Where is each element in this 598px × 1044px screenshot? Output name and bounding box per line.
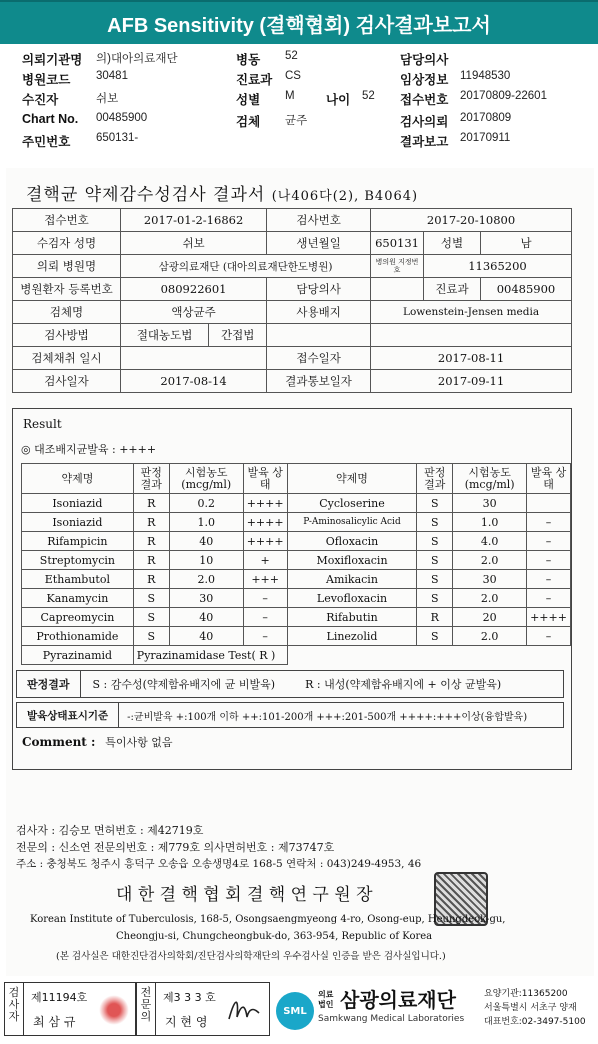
report-title: AFB Sensitivity (결핵협회) 검사결과보고서 — [107, 14, 491, 37]
growth-text: -:균비발육 +:100개 이하 ++:101-200개 +++:201-500개 ++++:+++이상(융합발육) — [127, 711, 528, 723]
right-drug-cell: ++++ — [527, 608, 571, 627]
info-label: 검사방법 — [13, 324, 121, 347]
right-drug-cell: – — [527, 513, 571, 532]
info-value — [267, 324, 371, 347]
right-drug-cell: – — [527, 551, 571, 570]
header-label: 검체 — [236, 115, 261, 129]
info-label: 담당의사 — [267, 278, 371, 301]
control-label: ◎ 대조배지균발육 : — [21, 443, 116, 456]
pyrazinamid-label: Pyrazinamid — [22, 646, 134, 665]
info-value: 11365200 — [424, 255, 572, 278]
left-drug-cell: S — [133, 589, 169, 608]
doctor-name: 지 현 영 — [165, 1015, 208, 1029]
info-value: 2017-09-11 — [371, 370, 572, 393]
info-label: 사용배지 — [267, 301, 371, 324]
right-drug-cell: 2.0 — [453, 627, 527, 646]
header-label: 병원코드 — [22, 73, 71, 87]
left-drug-cell: – — [243, 608, 287, 627]
column-header: 시험농도 (mcg/ml) — [169, 464, 243, 494]
comment — [22, 734, 173, 750]
info-value: 2017-08-11 — [371, 347, 572, 370]
right-drug-cell: – — [527, 589, 571, 608]
info-label: 수검자 성명 — [13, 232, 121, 255]
info-label: 병원환자 등록번호 — [13, 278, 121, 301]
report-title-bar — [0, 0, 598, 44]
control-growth — [21, 441, 156, 457]
info-label: 접수번호 — [13, 209, 121, 232]
tester-no: 제11194호 — [31, 991, 88, 1004]
result-header-row — [22, 464, 571, 494]
right-drug-cell: 30 — [453, 494, 527, 513]
info-value: 남 — [481, 232, 572, 255]
header-label: Chart No. — [22, 112, 79, 126]
right-drug-cell: Ofloxacin — [287, 532, 417, 551]
info-value: 삼광의료재단 (대아의료재단한도병원) — [121, 255, 371, 278]
left-drug-cell: Capreomycin — [22, 608, 134, 627]
right-drug-cell: S — [417, 532, 453, 551]
left-drug-cell: R — [133, 494, 169, 513]
doc-title — [26, 180, 418, 205]
org-en-1: Korean Institute of Tuberculosis, 168-5, Osongsaengmyeong 4-ro, Osong-eup, Heungdeok-gu, — [30, 914, 506, 925]
comment-label: Comment : — [22, 735, 96, 749]
info-label: 결과통보일자 — [267, 370, 371, 393]
right-drug-cell: – — [527, 532, 571, 551]
header-label: 성별 — [236, 93, 261, 107]
info-label: 생년월일 — [267, 232, 371, 255]
left-drug-cell: Prothionamide — [22, 627, 134, 646]
left-drug-cell: Rifampicin — [22, 532, 134, 551]
info-label: 접수일자 — [267, 347, 371, 370]
right-drug-cell: 30 — [453, 570, 527, 589]
right-drug-cell: P-Aminosalicylic Acid — [287, 513, 417, 532]
right-drug-cell: – — [527, 627, 571, 646]
header-label: 나이 — [326, 93, 351, 107]
info-label: 검사일자 — [13, 370, 121, 393]
left-drug-cell: – — [243, 627, 287, 646]
column-header: 발육 상태 — [527, 464, 571, 494]
header-value: 쉬보 — [96, 93, 119, 105]
left-drug-cell: Isoniazid — [22, 513, 134, 532]
header-value: 20170809 — [460, 112, 512, 124]
judge-legend — [16, 670, 564, 698]
footer-phone: 대표번호:02-3497-5100 — [484, 1017, 586, 1027]
result-row — [22, 494, 571, 513]
left-drug-cell: 30 — [169, 589, 243, 608]
result-row — [22, 589, 571, 608]
pyrazinamid-row — [22, 646, 571, 665]
left-drug-cell: R — [133, 532, 169, 551]
right-drug-cell: Moxifloxacin — [287, 551, 417, 570]
info-label: 의뢰 병원명 — [13, 255, 121, 278]
info-value: 쉬보 — [121, 232, 267, 255]
sml-logo: SML — [276, 992, 314, 1030]
doctor-signature-box — [136, 982, 270, 1036]
info-value: 00485900 — [481, 278, 572, 301]
right-drug-cell: Cycloserine — [287, 494, 417, 513]
result-row — [22, 513, 571, 532]
info-label: 진료과 — [424, 278, 481, 301]
right-drug-cell: 4.0 — [453, 532, 527, 551]
info-value: 2017-01-2-16862 — [121, 209, 267, 232]
footer-org-name: 삼광의료재단 — [340, 988, 456, 1012]
left-drug-cell: R — [133, 570, 169, 589]
growth-legend — [16, 702, 564, 728]
result-row — [22, 532, 571, 551]
right-drug-cell: – — [527, 570, 571, 589]
judge-s: S : 감수성(약제함유배지에 균 비발육) — [92, 678, 276, 691]
left-drug-cell: ++++ — [243, 513, 287, 532]
header-value: 00485900 — [96, 112, 148, 124]
doctor-signature — [225, 991, 263, 1029]
org-en-2: Cheongju-si, Chungcheongbuk-do, 363-954, Republic of Korea — [116, 931, 433, 942]
right-drug-cell: S — [417, 513, 453, 532]
header-value: 30481 — [96, 70, 128, 82]
left-drug-cell: R — [133, 551, 169, 570]
header-value: 의)대아의료재단 — [96, 53, 178, 65]
header-label: 접수번호 — [400, 93, 449, 107]
info-value: 080922601 — [121, 278, 267, 301]
header-value: 52 — [362, 90, 375, 102]
info-value: 2017-08-14 — [121, 370, 267, 393]
result-row — [22, 570, 571, 589]
left-drug-cell: 0.2 — [169, 494, 243, 513]
org-name: 대 한 결 핵 협 회 결 핵 연 구 원 장 — [116, 885, 373, 905]
header-label: 의뢰기관명 — [22, 53, 83, 67]
result-title: Result — [23, 417, 62, 431]
comment-text: 특이사항 없음 — [105, 736, 173, 749]
tester-vertical-label: 검사자 — [8, 986, 20, 1023]
column-header: 약제명 — [287, 464, 417, 494]
info-label: 병의원 지정번호 — [371, 255, 424, 278]
left-drug-cell: 40 — [169, 532, 243, 551]
result-table — [21, 463, 571, 665]
header-value: 650131- — [96, 132, 139, 144]
left-drug-cell: 40 — [169, 627, 243, 646]
info-value: 액상균주 — [121, 301, 267, 324]
left-drug-cell: Isoniazid — [22, 494, 134, 513]
right-drug-cell: S — [417, 551, 453, 570]
left-drug-cell: S — [133, 608, 169, 627]
right-drug-cell: 20 — [453, 608, 527, 627]
org-prefix: 의료법인 — [318, 990, 334, 1009]
tester-seal — [99, 995, 129, 1025]
doc-code: (나406다(2), B4064) — [271, 189, 419, 204]
doctor-no: 제3 3 3 호 — [163, 991, 216, 1004]
info-value: 2017-20-10800 — [371, 209, 572, 232]
info-table — [12, 208, 572, 393]
column-header: 발육 상태 — [243, 464, 287, 494]
column-header: 판정 결과 — [133, 464, 169, 494]
result-row — [22, 551, 571, 570]
info-value — [371, 324, 572, 347]
judge-label: 판정결과 — [17, 671, 81, 697]
header-label: 진료과 — [236, 73, 273, 87]
left-drug-cell: 10 — [169, 551, 243, 570]
control-value: ++++ — [119, 443, 157, 456]
right-drug-cell: S — [417, 494, 453, 513]
left-drug-cell: + — [243, 551, 287, 570]
header-label: 수진자 — [22, 93, 59, 107]
result-row — [22, 608, 571, 627]
right-drug-cell — [527, 494, 571, 513]
header-label: 결과보고 — [400, 135, 449, 149]
header-label: 임상정보 — [400, 73, 449, 87]
left-drug-cell: – — [243, 589, 287, 608]
header-value: 11948530 — [460, 70, 511, 82]
right-drug-cell: Rifabutin — [287, 608, 417, 627]
info-value — [121, 347, 267, 370]
growth-label: 발육상태표시기준 — [17, 703, 119, 727]
info-value — [371, 278, 424, 301]
column-header: 판정 결과 — [417, 464, 453, 494]
right-drug-cell: R — [417, 608, 453, 627]
left-drug-cell: 1.0 — [169, 513, 243, 532]
tester-name: 최 삼 규 — [33, 1015, 76, 1029]
header-value: 20170809-22601 — [460, 90, 547, 102]
right-drug-cell: S — [417, 627, 453, 646]
header-label: 주민번호 — [22, 135, 71, 149]
header-value: 균주 — [285, 115, 308, 127]
left-drug-cell: ++++ — [243, 494, 287, 513]
info-label: 성별 — [424, 232, 481, 255]
info-value: 간접법 — [209, 324, 267, 347]
left-drug-cell: Streptomycin — [22, 551, 134, 570]
header-label: 검사의뢰 — [400, 115, 449, 129]
column-header: 약제명 — [22, 464, 134, 494]
left-drug-cell: S — [133, 627, 169, 646]
right-drug-cell: 1.0 — [453, 513, 527, 532]
left-drug-cell: Kanamycin — [22, 589, 134, 608]
pyrazinamid-value: Pyrazinamidase Test( R ) — [133, 646, 287, 665]
left-drug-cell: R — [133, 513, 169, 532]
doc-title-text: 결핵균 약제감수성검사 결과서 — [26, 185, 266, 205]
info-value: 650131 — [371, 232, 424, 255]
scanned-report — [6, 168, 594, 976]
footer-org-en: Samkwang Medical Laboratories — [318, 1014, 465, 1024]
right-drug-cell: Levofloxacin — [287, 589, 417, 608]
info-label: 검체채취 일시 — [13, 347, 121, 370]
judge-r: R : 내성(약제함유배지에 + 이상 균발육) — [305, 678, 502, 691]
right-drug-cell: S — [417, 570, 453, 589]
left-drug-cell: ++++ — [243, 532, 287, 551]
header-value: CS — [285, 70, 301, 82]
right-drug-cell: Linezolid — [287, 627, 417, 646]
care-no: 요양기관:11365200 — [484, 989, 568, 999]
header-value: 20170911 — [460, 132, 511, 144]
result-row — [22, 627, 571, 646]
right-drug-cell: 2.0 — [453, 551, 527, 570]
header-label: 병동 — [236, 53, 261, 67]
right-drug-cell: 2.0 — [453, 589, 527, 608]
info-label: 검사번호 — [267, 209, 371, 232]
header-value: 52 — [285, 50, 298, 62]
info-value: Lowenstein-Jensen media — [371, 301, 572, 324]
right-drug-cell: S — [417, 589, 453, 608]
column-header: 시험농도 (mcg/ml) — [453, 464, 527, 494]
address-line: 주소 : 충청북도 청주시 흥덕구 오송읍 오송생명4로 168-5 연락처 : 043)249-4953, 46 — [16, 858, 422, 870]
info-label: 검체명 — [13, 301, 121, 324]
left-drug-cell: +++ — [243, 570, 287, 589]
doctor-vertical-label: 전문의 — [140, 986, 152, 1023]
left-drug-cell: 40 — [169, 608, 243, 627]
header-label: 담당의사 — [400, 53, 449, 67]
signature-footer — [0, 980, 598, 1044]
right-drug-cell: Amikacin — [287, 570, 417, 589]
left-drug-cell: 2.0 — [169, 570, 243, 589]
info-value: 절대농도법 — [121, 324, 209, 347]
header-value: M — [285, 90, 295, 102]
footer-address: 서울특별시 서초구 양재 — [484, 1003, 577, 1013]
tester-signature-box — [4, 982, 136, 1036]
tester-line: 검사자 : 김승모 면허번호 : 제42719호 — [16, 824, 204, 837]
specialist-line: 전문의 : 신소연 전문의번호 : 제779호 의사면허번호 : 제73747호 — [16, 841, 335, 854]
org-note: (본 검사실은 대한진단검사의학회/진단검사의학재단의 우수검사실 인증을 받은 검사실입니다.) — [56, 951, 446, 962]
left-drug-cell: Ethambutol — [22, 570, 134, 589]
